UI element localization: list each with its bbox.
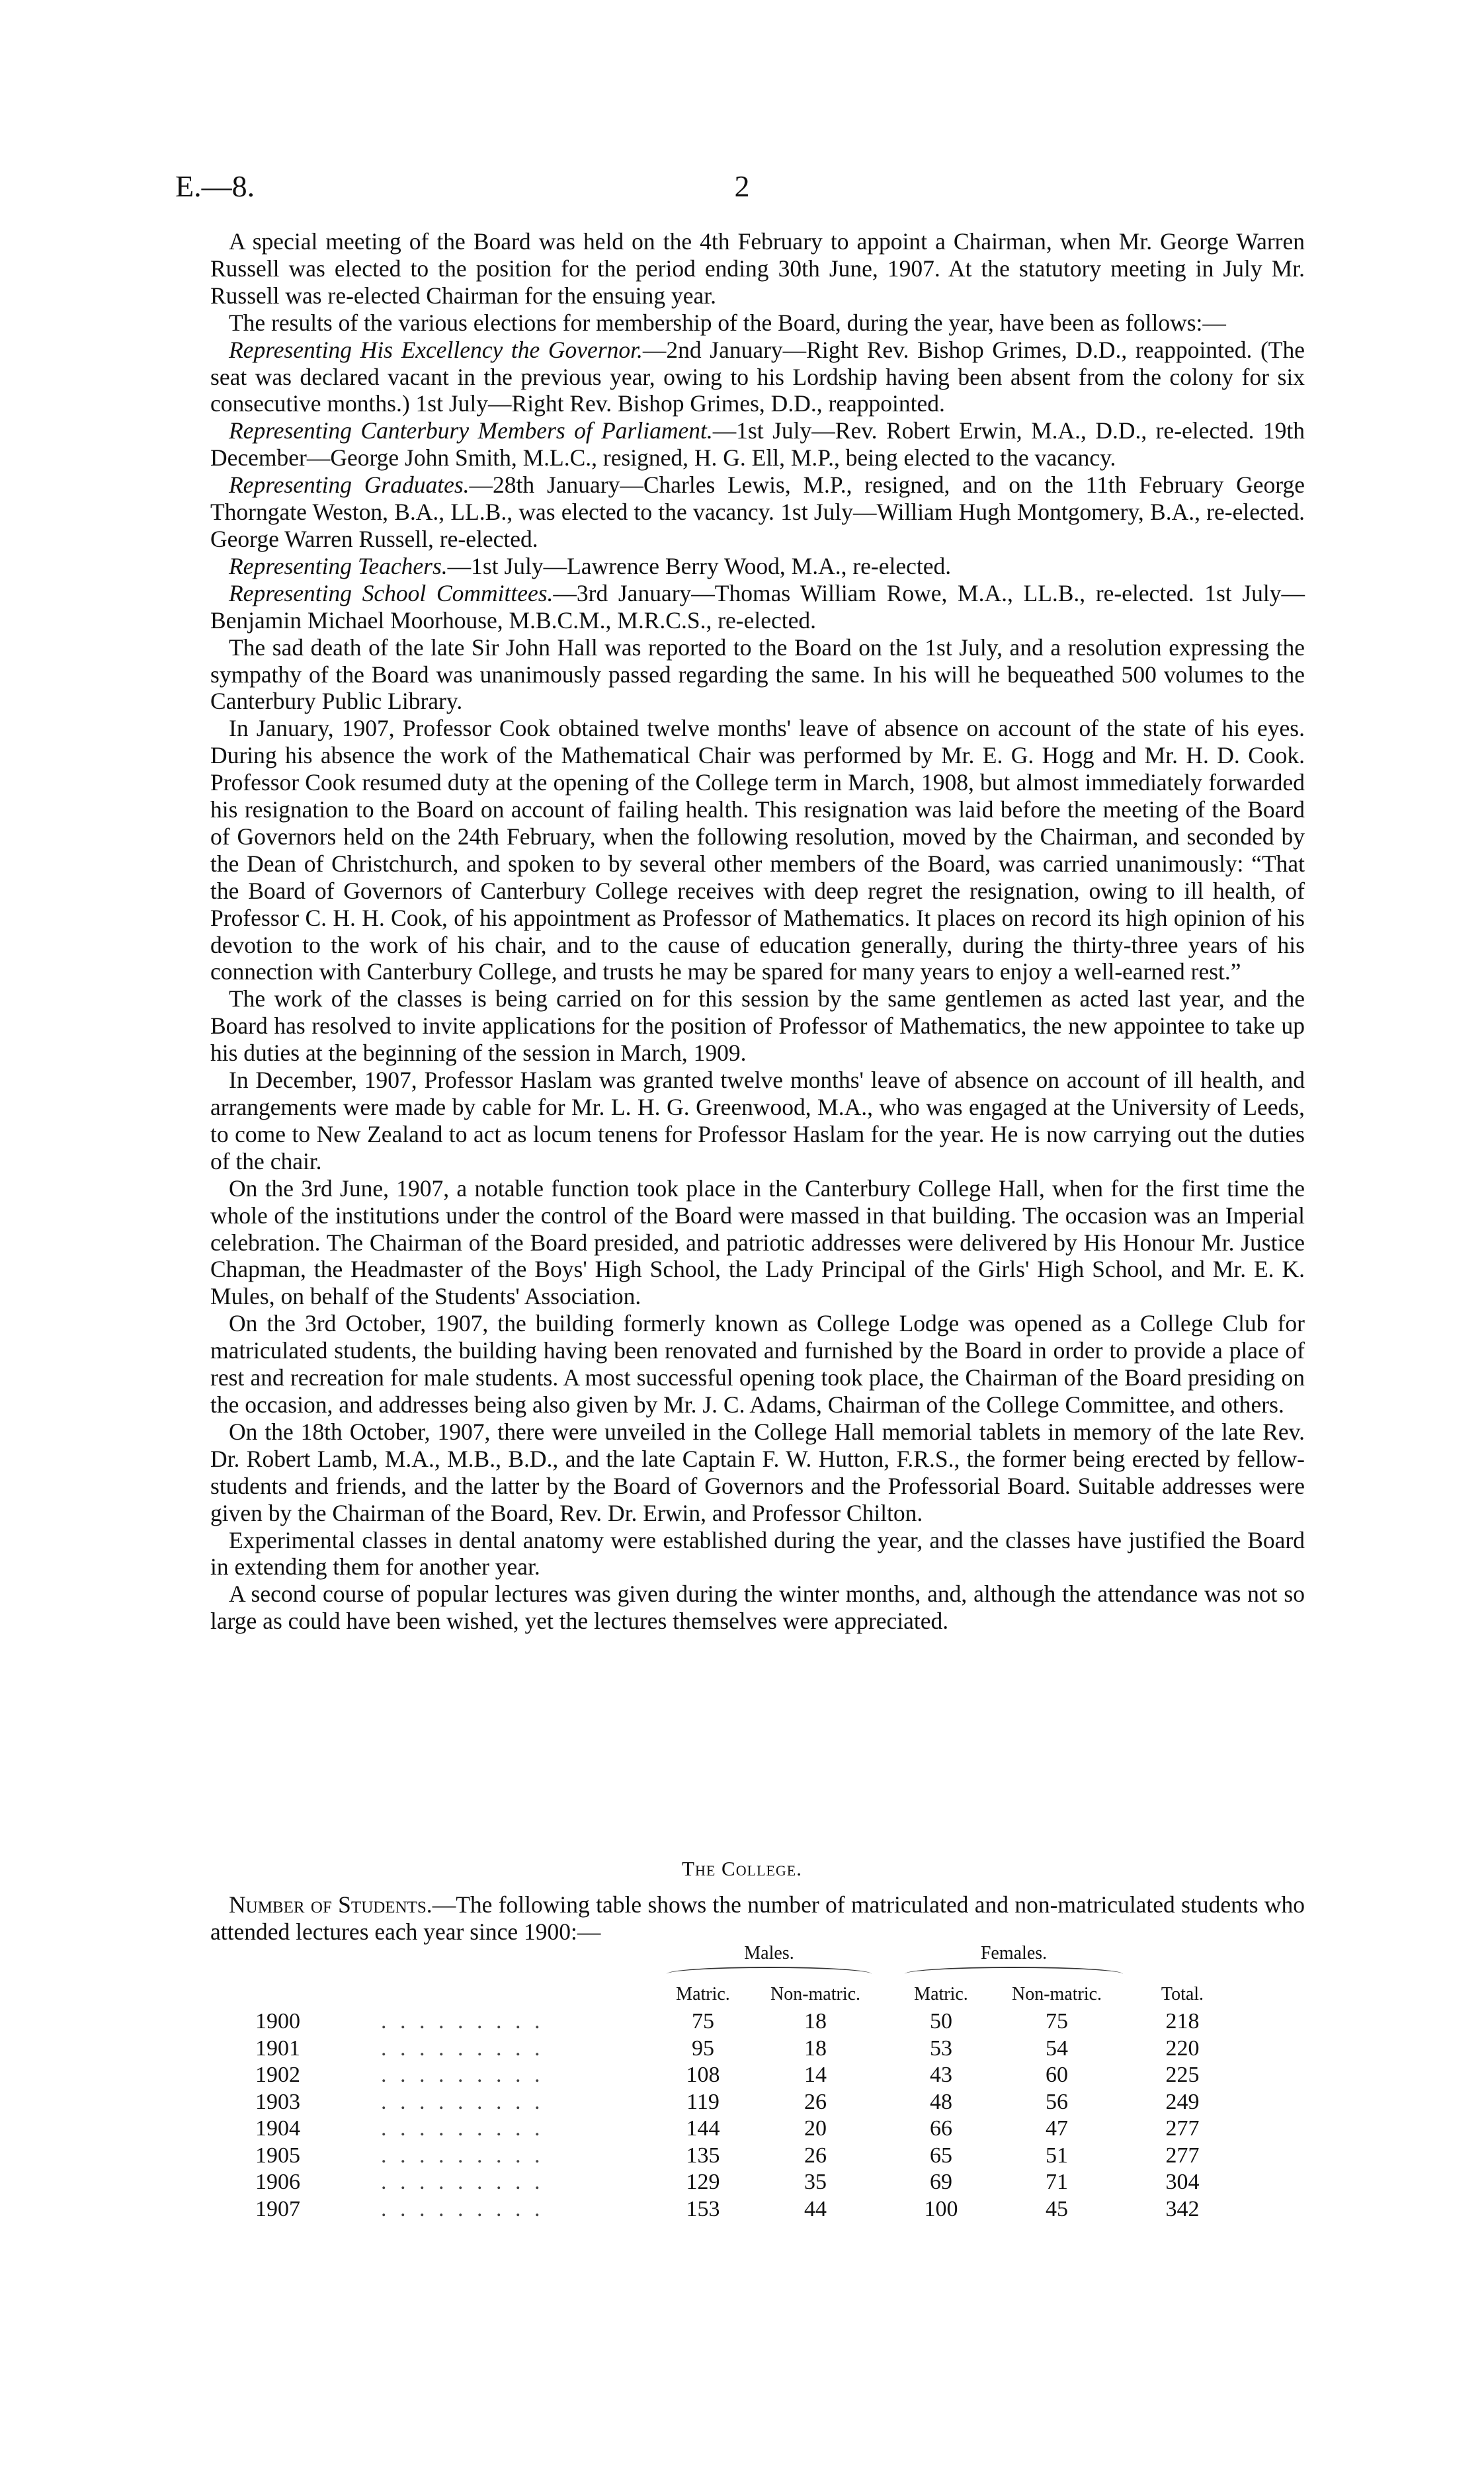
paragraph-sir-john-hall: The sad death of the late Sir John Hall was reported to the Board on the 1st July, and a resolution expressing the sympathy of the Board was unanimously passed regarding the same. In his will he bequeathed 500 volumes to the Canterbury Public Library. [210, 634, 1305, 715]
cell-female-matric: 48 [930, 2089, 952, 2114]
leader-dots: . . . . . . . . . [381, 2116, 544, 2141]
paragraph-graduates [210, 472, 1305, 553]
cell-male-matric: 153 [686, 2196, 720, 2221]
row-year: 1901 [255, 2036, 300, 2061]
cell-total: 225 [1165, 2063, 1200, 2087]
text-teachers: —1st July—Lawrence Berry Wood, M.A., re-elected. [447, 552, 952, 579]
page-header [0, 169, 1484, 208]
cell-female-nonmatric: 45 [1046, 2196, 1068, 2221]
table-row [210, 2009, 1305, 2036]
cell-female-matric: 43 [930, 2063, 952, 2087]
paragraph-college-club: On the 3rd October, 1907, the building formerly known as College Lodge was opened as a College Club for matriculated students, the building having been renovated and furnished by the Board in order to provide a place of rest and recreation for male students. A most successful opening took place, the Chairman of the Board presiding on the occasion, and addresses being also given by Mr. J. C. Adams, Chairman of the College Committee, and others. [210, 1310, 1305, 1418]
table-row [210, 2116, 1305, 2143]
row-year: 1905 [255, 2143, 300, 2168]
table-row [210, 2063, 1305, 2089]
leader-dots: . . . . . . . . . [381, 2196, 544, 2221]
cell-female-nonmatric: 75 [1046, 2009, 1068, 2034]
students-text: —The following table shows the number of matriculated and non-matriculated students who attended lectures each year since 1900:— [210, 1891, 1305, 1945]
section-title-college: The College. [682, 1857, 802, 1880]
text-governor: —2nd January—Right Rev. Bishop Grimes, D.D., reappointed. (The seat was declared vacant in the previous year, owing to his Lordship having been absent from the colony for six consecutive months.) 1st July—Right Rev. Bishop Grimes, D.D., reappointed. [210, 336, 1305, 417]
cell-male-matric: 108 [686, 2063, 720, 2087]
paragraph-professor-haslam: In December, 1907, Professor Haslam was granted twelve months' leave of absence on account of ill health, and arrangements were made by cable for Mr. L. H. G. Greenwood, M.A., who was engaged at the University of Leeds, to come to New Zealand to act as locum tenens for Professor Haslam for the year. He is now carrying out the duties of the chair. [210, 1067, 1305, 1174]
label-parliament: Representing Canterbury Members of Parliament. [229, 417, 713, 444]
cell-male-nonmatric: 44 [804, 2196, 827, 2221]
cell-female-nonmatric: 71 [1046, 2170, 1068, 2194]
cell-female-matric: 69 [930, 2170, 952, 2194]
row-year: 1900 [255, 2009, 300, 2034]
cell-total: 304 [1165, 2170, 1200, 2194]
paragraph-memorial-tablets: On the 18th October, 1907, there were unveiled in the College Hall memorial tablets in memory of the late Rev. Dr. Robert Lamb, M.A., M.B., B.D., and the late Captain F. W. Hutton, F.R.S., the former being erected by fellow-students and friends, and the latter by the Board of Governors and the Professorial Board. Suitable addresses were given by the Chairman of the Board, Rev. Dr. Erwin, and Professor Chilton. [210, 1418, 1305, 1526]
group-header-females: Females. [980, 1943, 1048, 1963]
leader-dots: . . . . . . . . . [381, 2009, 544, 2034]
cell-female-nonmatric: 47 [1046, 2116, 1068, 2141]
paragraph-school-committees [210, 580, 1305, 634]
table-row [210, 2090, 1305, 2116]
students-label: Number of Students. [229, 1891, 433, 1918]
cell-female-matric: 100 [924, 2196, 958, 2221]
column-header-female-nonmatric: Non-matric. [1011, 1984, 1102, 2004]
brace-males [667, 1967, 872, 1981]
table-row [210, 2143, 1305, 2170]
column-header-male-matric: Matric. [676, 1984, 730, 2004]
column-header-male-nonmatric: Non-matric. [770, 1984, 861, 2004]
cell-female-matric: 53 [930, 2036, 952, 2061]
cell-total: 249 [1165, 2089, 1200, 2114]
paragraph-elections-intro: The results of the various elections for membership of the Board, during the year, have been as follows:— [229, 309, 1226, 336]
cell-male-matric: 119 [686, 2089, 720, 2114]
text-parliament: —1st July—Rev. Robert Erwin, M.A., D.D., re-elected. 19th December—George John Smith, M.L.C., resigned, H. G. Ell, M.P., being elected to the vacancy. [210, 417, 1305, 472]
table-row [210, 2197, 1305, 2223]
report-body [210, 228, 1305, 1635]
paragraph-governor [210, 337, 1305, 418]
paragraph-teachers [210, 553, 1305, 580]
cell-female-matric: 65 [930, 2143, 952, 2168]
column-header-female-matric: Matric. [914, 1984, 968, 2004]
cell-female-matric: 50 [930, 2009, 952, 2034]
cell-total: 218 [1165, 2009, 1200, 2034]
row-year: 1904 [255, 2116, 300, 2141]
row-year: 1907 [255, 2196, 300, 2221]
paragraph-imperial-celebration: On the 3rd June, 1907, a notable function took place in the Canterbury College Hall, when for the first time the whole of the institutions under the control of the Board were massed in that building. The occasion was an Imperial celebration. The Chairman of the Board presided, and patriotic addresses were delivered by His Honour Mr. Justice Chapman, the Headmaster of the Boys' High School, the Lady Principal of the Girls' High School, and Mr. E. K. Mules, on behalf of the Students' Association. [210, 1174, 1305, 1310]
cell-total: 220 [1165, 2036, 1200, 2061]
label-school-committees: Representing School Committees. [229, 579, 554, 606]
leader-dots: . . . . . . . . . [381, 2063, 544, 2087]
cell-female-matric: 66 [930, 2116, 952, 2141]
leader-dots: . . . . . . . . . [381, 2170, 544, 2194]
cell-total: 277 [1165, 2116, 1200, 2141]
leader-dots: . . . . . . . . . [381, 2143, 544, 2168]
text-graduates: —28th January—Charles Lewis, M.P., resigned, and on the 11th February George Thorngate Weston, B.A., LL.B., was elected to the vacancy. 1st July—William Hugh Montgomery, B.A., re-elected. George Warren Russell, re-elected. [210, 472, 1305, 552]
brace-females [905, 1967, 1123, 1981]
leader-dots: . . . . . . . . . [381, 2036, 544, 2061]
cell-male-matric: 129 [686, 2170, 720, 2194]
cell-male-matric: 135 [686, 2143, 720, 2168]
label-teachers: Representing Teachers. [229, 552, 448, 579]
group-header-males: Males. [744, 1943, 794, 1963]
document-reference: E.—8. [175, 169, 255, 203]
paragraph-popular-lectures: A second course of popular lectures was given during the winter months, and, although the attendance was not so large as could have been wished, yet the lectures themselves were appreciated. [210, 1581, 1305, 1635]
table-row [210, 2036, 1305, 2063]
row-year: 1903 [255, 2089, 300, 2114]
leader-dots: . . . . . . . . . [381, 2089, 544, 2114]
column-header-total: Total. [1161, 1984, 1204, 2004]
paragraph-professor-cook: In January, 1907, Professor Cook obtained twelve months' leave of absence on account of the state of his eyes. During his absence the work of the Mathematical Chair was performed by Mr. E. G. Hogg and Mr. H. D. Cook. Professor Cook resumed duty at the opening of the College term in March, 1908, but almost immediately forwarded his resignation to the Board on account of failing health. This resignation was laid before the meeting of the Board of Governors held on the 24th February, when the following resolution, moved by the Chairman, and seconded by the Dean of Christchurch, and spoken to by several other members of the Board, was carried unanimously: “That the Board of Governors of Canterbury College receives with deep regret the resignation, owing to ill health, of Professor C. H. H. Cook, of his appointment as Professor of Mathematics. It places on record its high opinion of his devotion to the work of his chair, and to the cause of education generally, during the thirty-three years of his connection with Canterbury College, and trusts he may be spared for many years to enjoy a well-earned rest.” [210, 715, 1305, 985]
row-year: 1906 [255, 2170, 300, 2194]
cell-male-nonmatric: 18 [804, 2036, 827, 2061]
label-governor: Representing His Excellency the Governor. [229, 336, 643, 363]
cell-male-nonmatric: 14 [804, 2063, 827, 2087]
cell-male-matric: 95 [692, 2036, 714, 2061]
label-graduates: Representing Graduates. [229, 472, 470, 499]
table-row [210, 2170, 1305, 2196]
paragraph-parliament [210, 417, 1305, 472]
page-number: 2 [734, 169, 750, 203]
cell-male-nonmatric: 18 [804, 2009, 827, 2034]
paragraph-chairman: A special meeting of the Board was held on the 4th February to appoint a Chairman, when Mr. George Warren Russell was elected to the position for the period ending 30th June, 1907. At the statutory meeting in July Mr. Russell was re-elected Chairman for the ensuing year. [210, 228, 1305, 309]
cell-male-matric: 75 [692, 2009, 714, 2034]
cell-male-nonmatric: 26 [804, 2143, 827, 2168]
cell-female-nonmatric: 56 [1046, 2089, 1068, 2114]
paragraph-classes-work: The work of the classes is being carried on for this session by the same gentlemen as acted last year, and the Board has resolved to invite applications for the position of Professor of Mathematics, the new appointee to take up his duties at the beginning of the session in March, 1909. [210, 985, 1305, 1067]
cell-female-nonmatric: 51 [1046, 2143, 1068, 2168]
cell-total: 277 [1165, 2143, 1200, 2168]
cell-male-nonmatric: 20 [804, 2116, 827, 2141]
text-school-committees: —3rd January—Thomas William Rowe, M.A., LL.B., re-elected. 1st July—Benjamin Michael Moorhouse, M.B.C.M., M.R.C.S., re-elected. [210, 579, 1305, 634]
cell-total: 342 [1165, 2196, 1200, 2221]
cell-female-nonmatric: 54 [1046, 2036, 1068, 2061]
paragraph-dental-anatomy: Experimental classes in dental anatomy were established during the year, and the classes have justified the Board in extending them for another year. [210, 1526, 1305, 1581]
students-intro [210, 1891, 1305, 1946]
cell-female-nonmatric: 60 [1046, 2063, 1068, 2087]
cell-male-nonmatric: 26 [804, 2089, 827, 2114]
row-year: 1902 [255, 2063, 300, 2087]
cell-male-matric: 144 [686, 2116, 720, 2141]
cell-male-nonmatric: 35 [804, 2170, 827, 2194]
